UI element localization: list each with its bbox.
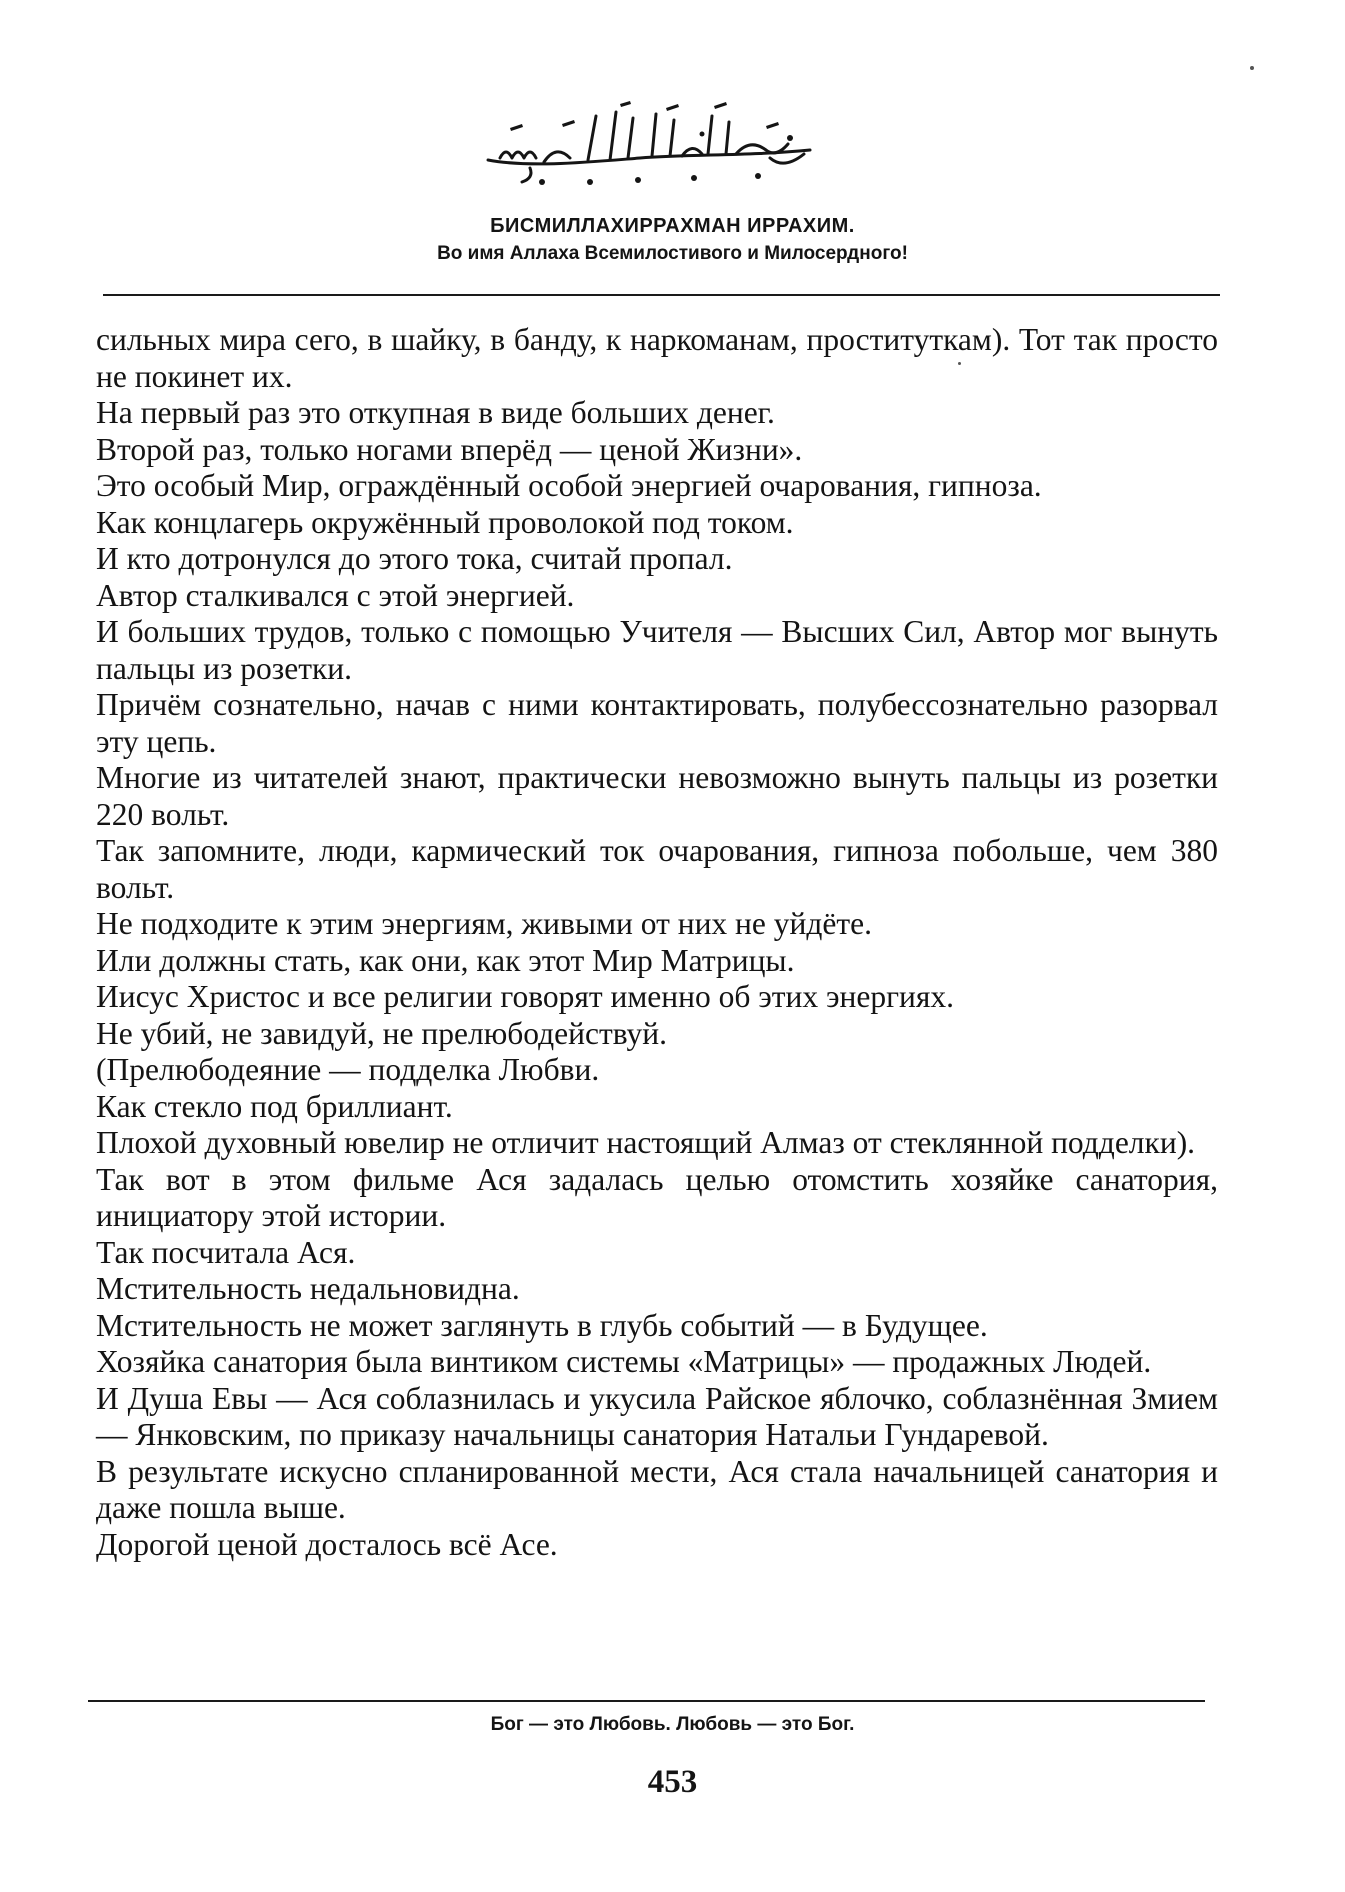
page-number: 453 <box>647 1764 698 1800</box>
paragraph: Хозяйка санатория была винтиком системы «Матрицы» — продажных Людей. <box>96 1344 1152 1379</box>
paragraph: Дорогой ценой досталось всё Асе. <box>96 1526 558 1562</box>
paragraph: Иисус Христос и все религии говорят именно об этих энергиях. <box>96 979 955 1014</box>
paragraph: Так вот в этом фильме Ася задалась целью отомстить хозяйке санатория, инициатору этой истории. <box>96 1161 1218 1233</box>
paragraph: (Прелюбодеяние — подделка Любви. <box>96 1052 600 1087</box>
paragraph: Так посчитала Ася. <box>96 1234 356 1270</box>
paragraph: Автор сталкивался с этой энергией. <box>96 577 575 613</box>
header-divider <box>103 294 1220 296</box>
footer-motto: Бог — это Любовь. Любовь — это Бог. <box>490 1714 855 1735</box>
footer-divider <box>88 1700 1205 1702</box>
paragraph: Мстительность не может заглянуть в глубь событий — в Будущее. <box>96 1307 988 1343</box>
paragraph: На первый раз это откупная в виде больших денег. <box>96 395 775 430</box>
paragraph: Или должны стать, как они, как этот Мир Матрицы. <box>96 942 795 978</box>
paragraph: Многие из читателей знают, практически невозможно вынуть пальцы из розетки 220 вольт. <box>96 760 1218 832</box>
paragraph: Не убий, не завидуй, не прелюбодействуй. <box>96 1015 667 1051</box>
paragraph: Как концлагерь окружённый проволокой под током. <box>96 504 794 540</box>
paragraph: Мстительность недальновидна. <box>96 1271 520 1306</box>
paragraph: Плохой духовный ювелир не отличит настоящий Алмаз от стеклянной подделки). <box>96 1125 1196 1160</box>
paragraph: Второй раз, только ногами вперёд — ценой Жизни». <box>96 431 803 467</box>
scan-speck <box>1250 66 1254 70</box>
paragraph: Так запомните, люди, кармический ток очарования, гипноза побольше, чем 380 вольт. <box>96 833 1218 905</box>
header-subtitle: Во имя Аллаха Всемилостивого и Милосердного! <box>437 243 908 264</box>
paragraph: И больших трудов, только с помощью Учителя — Высших Сил, Автор мог вынуть пальцы из розетки. <box>96 614 1218 686</box>
paragraph: сильных мира сего, в шайку, в банду, к наркоманам, проституткам). Тот так просто не покинет их. <box>96 322 1218 394</box>
paragraph: Не подходите к этим энергиям, живыми от них не уйдёте. <box>96 906 873 941</box>
page-body-text <box>96 322 1218 1563</box>
scan-speck <box>958 362 961 365</box>
paragraph: Причём сознательно, начав с ними контактировать, полубессознательно разорвал эту цепь. <box>96 687 1218 759</box>
paragraph: И кто дотронулся до этого тока, считай пропал. <box>96 541 733 576</box>
paragraph: Это особый Мир, ограждённый особой энергией очарования, гипноза. <box>96 468 1042 503</box>
paragraph: И Душа Евы — Ася соблазнилась и укусила Райское яблочко, соблазнённая Змием — Янковским, по приказу начальницы санатория Натальи Гундаревой. <box>96 1380 1218 1452</box>
paragraph: Как стекло под бриллиант. <box>96 1088 453 1124</box>
paragraph: В результате искусно спланированной мести, Ася стала начальницей санатория и даже пошла выше. <box>96 1453 1218 1525</box>
header-title: БИСМИЛЛАХИРРАХМАН ИРРАХИМ. <box>490 215 855 237</box>
bismillah-calligraphy <box>470 98 830 200</box>
